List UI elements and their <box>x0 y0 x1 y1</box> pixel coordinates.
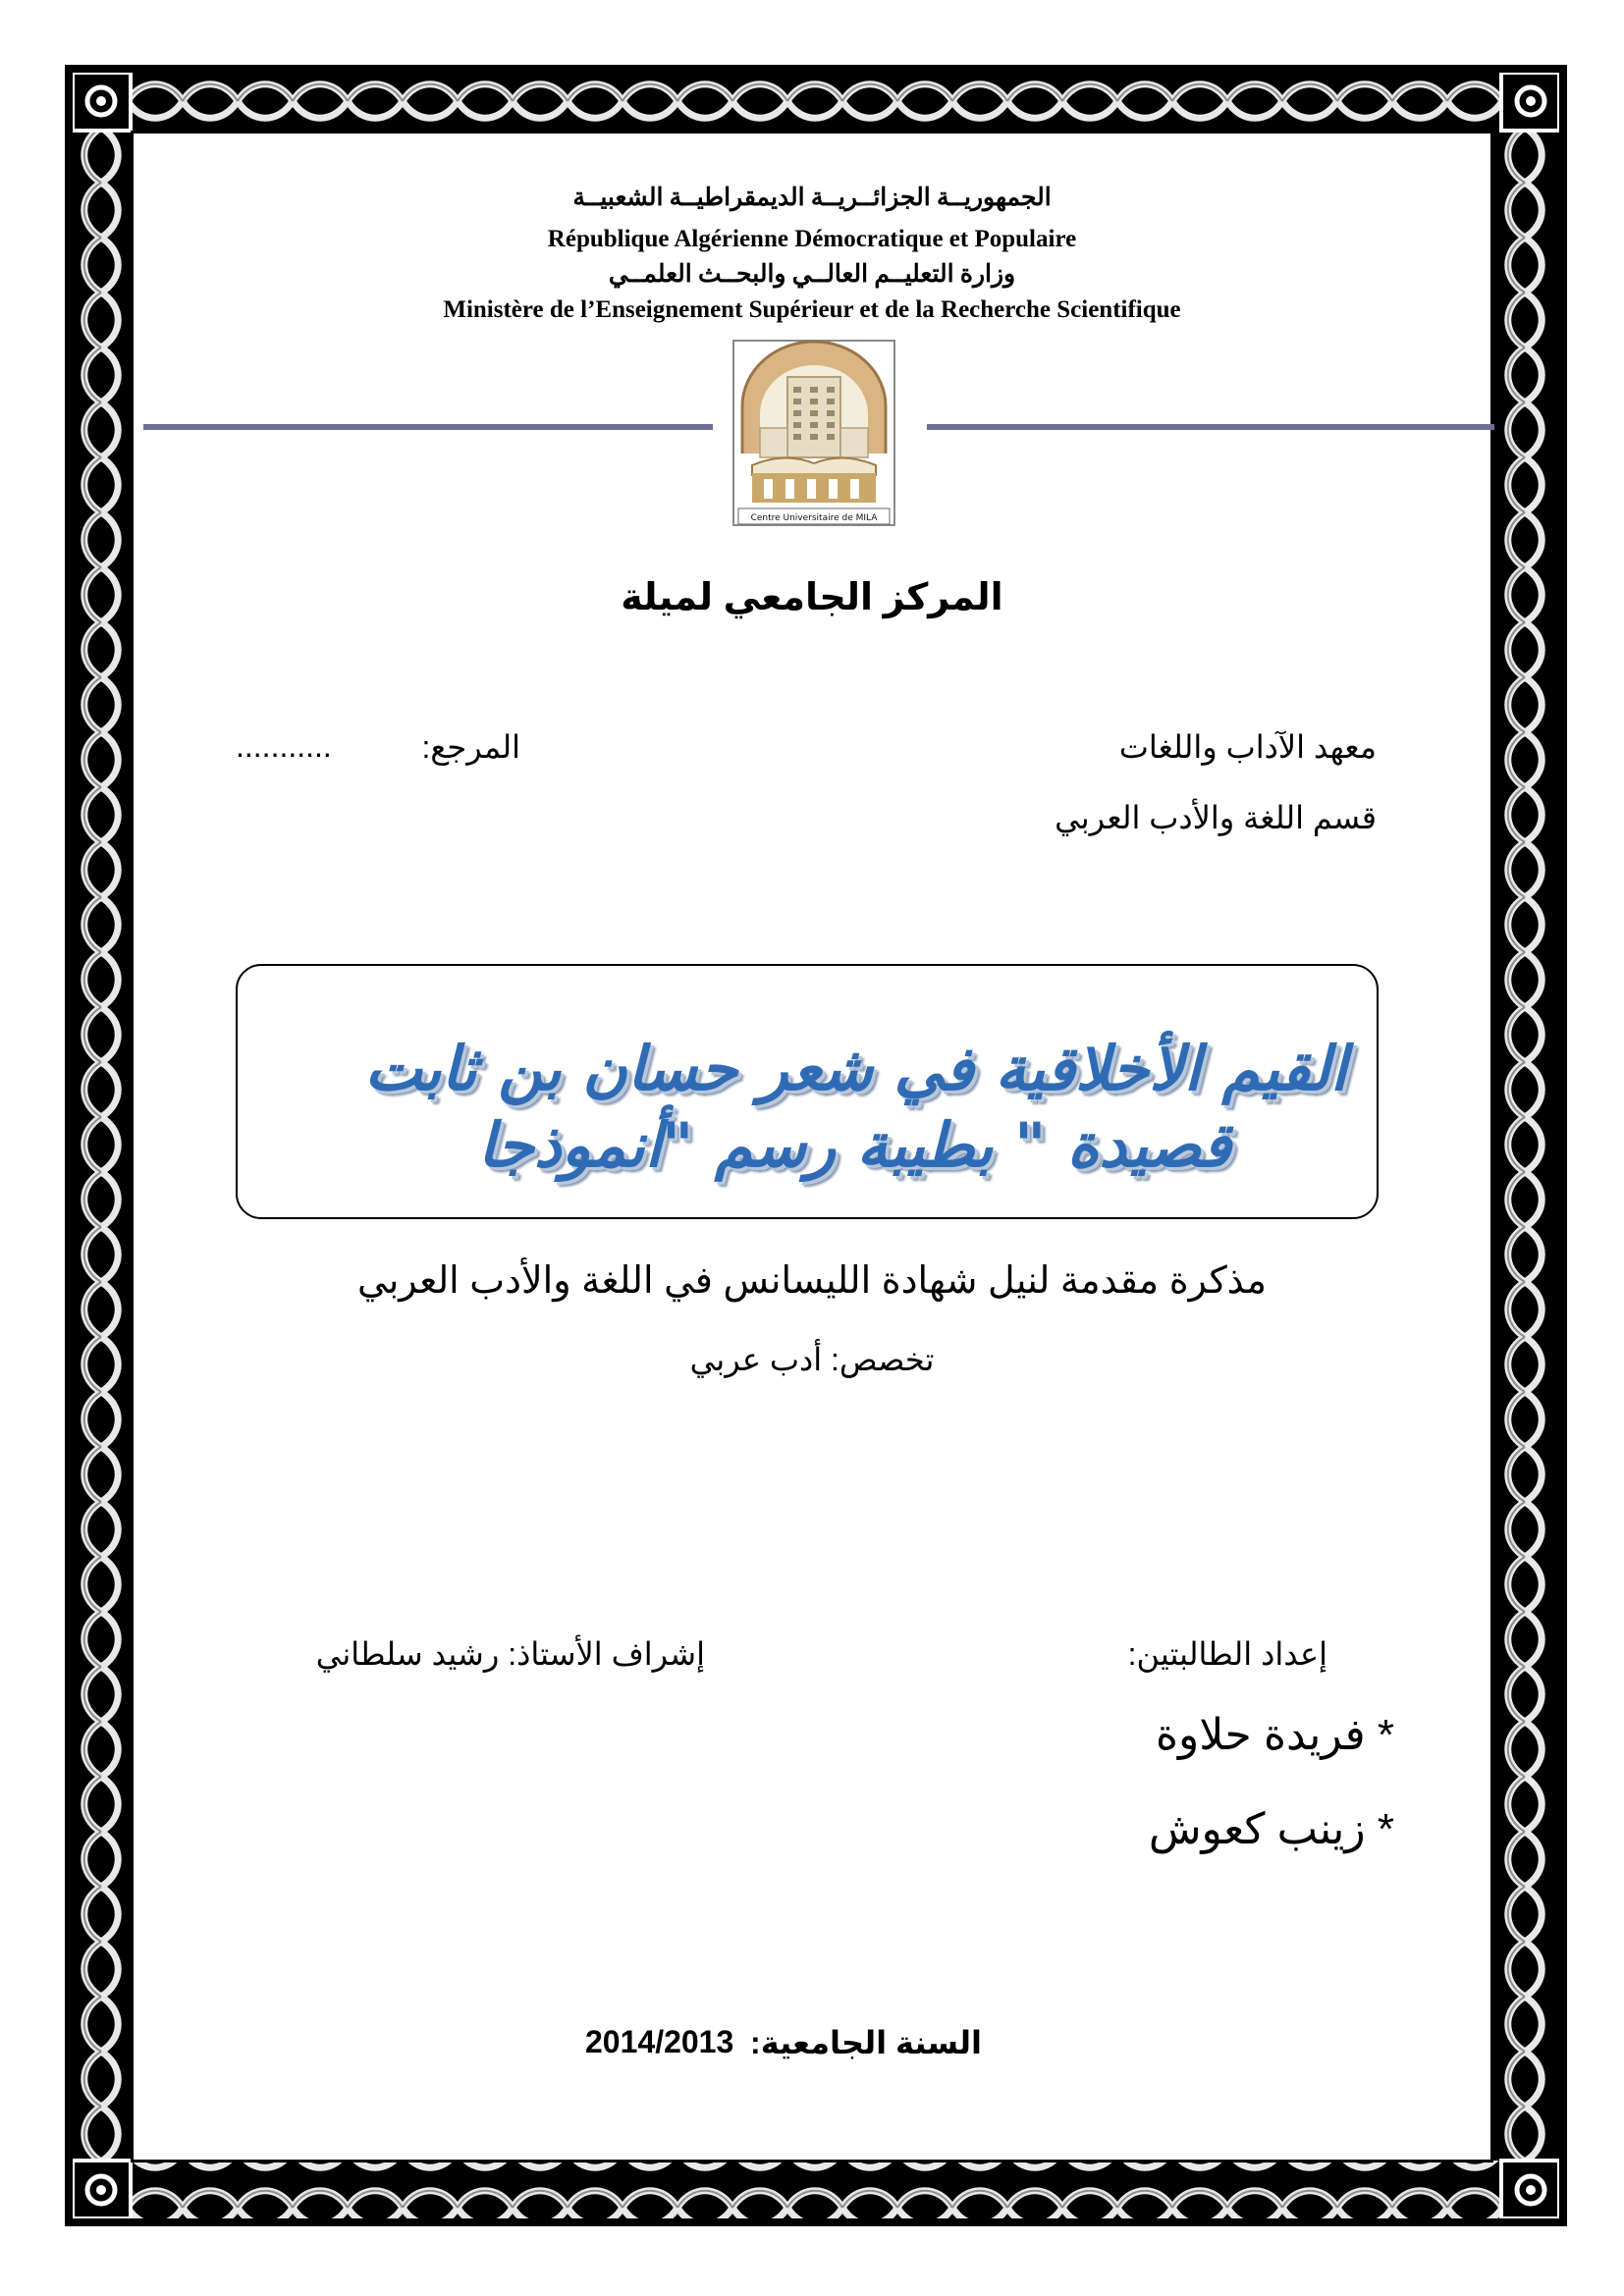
reference-value: ........... <box>236 728 332 764</box>
header-french-republic: République Algérienne Démocratique et Populaire <box>547 226 1077 252</box>
student-name-1: * فريدة حلاوة <box>1155 1711 1394 1759</box>
student-name-2: * زينب كعوش <box>1148 1805 1394 1853</box>
department-name: قسم اللغة والأدب العربي <box>1055 800 1377 835</box>
institute-name: معهد الآداب واللغات <box>1118 729 1377 765</box>
academic-year-label: السنة الجامعية: <box>750 2025 982 2060</box>
header-french-ministry: Ministère de l’Enseignement Supérieur et de la Recherche Scientifique <box>443 296 1181 323</box>
memo-description: مذكرة مقدمة لنيل شهادة الليسانس في اللغة والأدب العربي <box>357 1260 1267 1302</box>
supervisor: إشراف الأستاذ: رشيد سلطاني <box>315 1636 705 1672</box>
header-arabic-ministry: وزارة التعليــم العالــي والبحــث العلمــي <box>608 261 1016 288</box>
university-logo <box>731 338 897 528</box>
header-arabic-republic: الجمهوريــة الجزائــريــة الديمقراطيــة الشعبيــة <box>572 185 1052 211</box>
header-divider-left <box>143 424 713 430</box>
academic-year-value: 2014/2013 <box>585 2024 734 2059</box>
institution-name: المركز الجامعي لميلة <box>621 577 1003 618</box>
logo-caption: Centre Universitaire de MILA <box>750 513 878 523</box>
specialty: تخصص: أدب عربي <box>689 1342 935 1377</box>
thesis-title-line-1: القيم الأخلاقية في شعر حسان بن ثابت <box>364 1033 1347 1104</box>
prepared-by-label: إعداد الطالبتين: <box>1127 1636 1327 1672</box>
reference-label: المرجع: <box>421 729 520 765</box>
thesis-title-line-2: قصيدة " بطيبة رسم "أنموذجا <box>477 1109 1231 1181</box>
header-divider-right <box>927 424 1494 430</box>
